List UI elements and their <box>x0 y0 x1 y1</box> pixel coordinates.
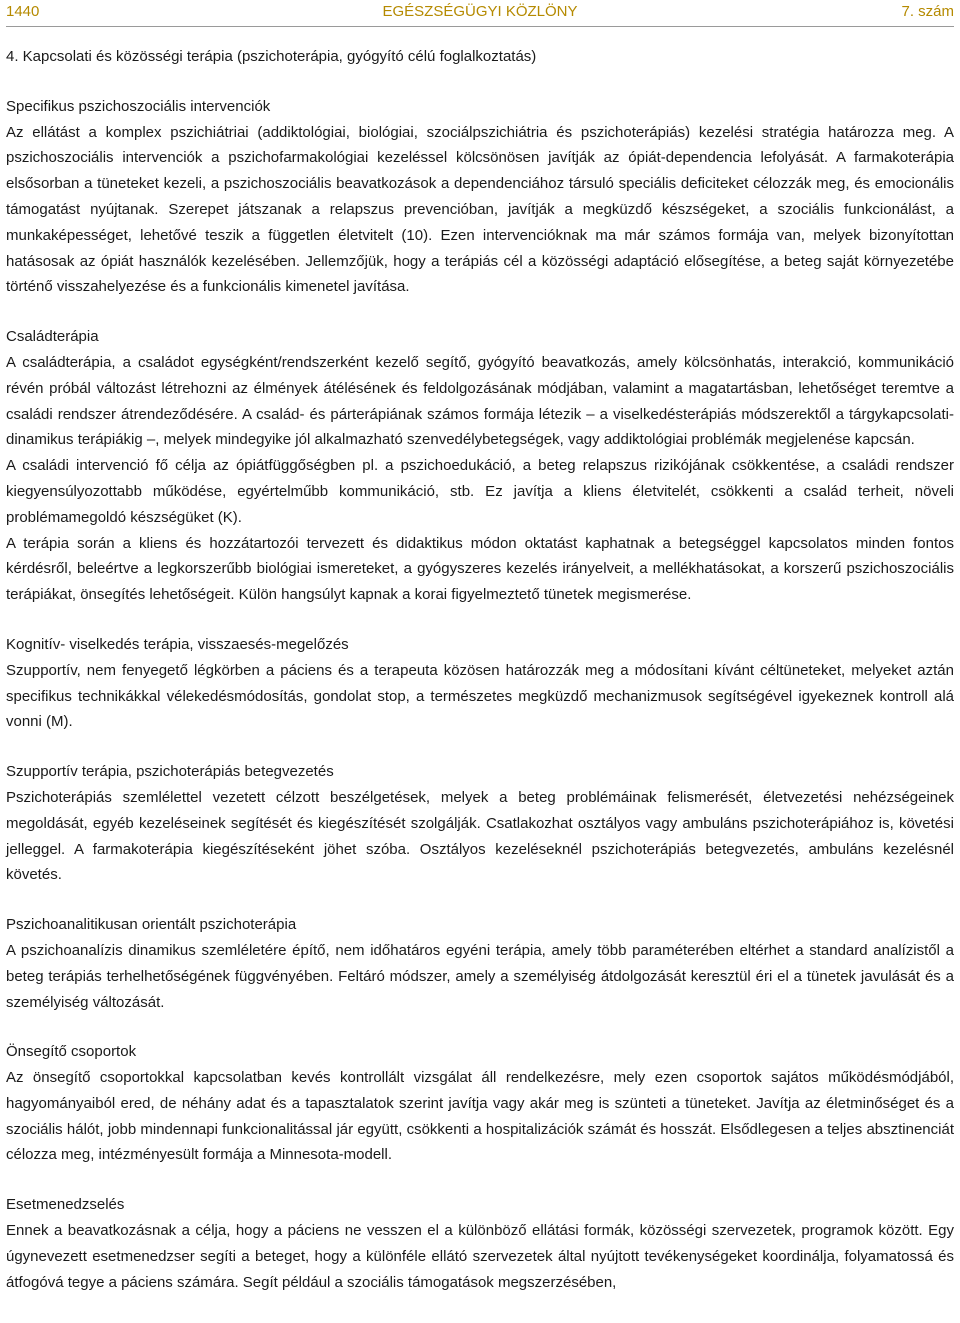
paragraph: A családterápia, a családot egységként/rendszerként kezelő segítő, gyógyító beavatkozás, amely kölcsönhatás, interakció, kommunikáció révén próbál változást létrehozni az élmények átélésének és feldolgozásának módjában, valamint a magatartásban, lehetőséget teremtve a családi rendszer átrendeződésére. A család- és párterápiának számos formája létezik – a viselkedésterápiás módszerektől a tárgykapcsolati-dinamikus terápiákig –, melyek mindegyike jól alkalmazható szenvedélybetegségek, vagy addiktológiai problémák megjelenése kapcsán. <box>6 353 954 449</box>
subsection-psychoanalytic <box>6 912 954 1015</box>
document-body <box>6 44 954 1295</box>
subsection-case-management <box>6 1192 954 1295</box>
paragraph: A családi intervenció fő célja az ópiátfüggőségben pl. a pszichoedukáció, a beteg relapszus rizikójának csökkentése, a családi rendszer kiegyensúlyozottabb működése, egyértelműbb kommunikáció, stb. Ez javítja a kliens életvitelét, csökkenti a család terheit, növeli problémamegoldó készségüket (K). <box>6 457 954 526</box>
paragraph: Az önsegítő csoportokkal kapcsolatban kevés kontrollált vizsgálat áll rendelkezésre, mely ezen csoportok sajátos működésmódjából, hagyományaiból ered, de néhány adat és a tapasztalatok szerint javítja vagy akár meg is szünteti a tüneteket. Javítja az életminőséget és a szociális hálót, jobb mindennapi funkcionalitással jár együtt, csökkenti a hospitalizációk számát és hosszát. Elsődlegesen a teljes absztinenciát célozza meg, intézményesült formája a Minnesota-modell. <box>6 1069 954 1164</box>
paragraph: Az ellátást a komplex pszichiátriai (addiktológiai, biológiai, szociálpszichiátria és pszichoterápiás) kezelési stratégia határozza meg. A pszichoszociális intervenciók a pszichofarmakológiai kezeléssel kölcsönösen javítják az ópiát-dependencia lefolyását. A farmakoterápia elsősorban a tüneteket kezeli, a pszichoszociális beavatkozások a dependenciához társuló speciális deficiteket célozzák meg, és emocionális támogatást nyújtanak. Szerepet játszanak a relapszus prevencióban, javítják a megküzdő készségeket, a szociális funkcionálást, a munkaképességet, lehetővé teszik a független életvitelt (10). Ezen intervencióknak ma már számos formája van, melyek bizonyítottan hatásosak az ópiát használók kezelésében. Jellemzőjük, hogy a terápiás cél a közösségi adaptáció elősegítése, a beteg saját környezetébe történő visszahelyezése és a funkcionális kimenetel javítása. <box>6 123 954 296</box>
section-title: 4. Kapcsolati és közösségi terápia (pszichoterápia, gyógyító célú foglalkoztatás) <box>6 48 537 65</box>
subsection-heading: Specifikus pszichoszociális intervenciók <box>6 97 271 115</box>
page-header <box>6 0 954 27</box>
subsection-heading: Kognitív- viselkedés terápia, visszaesés-megelőzés <box>6 635 349 653</box>
paragraph: Szupportív, nem fenyegető légkörben a páciens és a terapeuta közösen határozzák meg a módosítani kívánt céltüneteket, melyeket aztán specifikus technikákkal vélekedésmódosítás, gondolat stop, a természetes megküzdő mechanizmusok segítségével igyekeznek kontroll alá vonni (M). <box>6 661 954 731</box>
subsection-specific-interventions <box>6 94 954 300</box>
subsection-supportive-therapy <box>6 759 954 888</box>
paragraph: Ennek a beavatkozásnak a célja, hogy a páciens ne vesszen el a különböző ellátási formák, közösségi szervezetek, programok között. Egy úgynevezett esetmenedzser segíti a beteget, hogy a különféle ellátó szervezetek által nyújtott tevékenységeket koordinálja, folyamatossá és átfogóvá tegye a páciens számára. Segít például a szociális támogatások megszerzésében, <box>6 1222 954 1291</box>
subsection-heading: Szupportív terápia, pszichoterápiás betegvezetés <box>6 763 334 781</box>
issue-number: 7. szám <box>901 3 954 20</box>
subsection-cognitive-behavioral <box>6 632 954 735</box>
subsection-family-therapy <box>6 324 954 608</box>
paragraph: Pszichoterápiás szemlélettel vezetett célzott beszélgetések, melyek a beteg problémáinak felismerését, életvezetési nehézségeinek megoldását, egyéb kezeléseinek segítését és kiegészítését szolgálják. Csatlakozhat osztályos vagy ambuláns pszichoterápiához is, követési jelleggel. A farmakoterápia kiegészítéseként jöhet szóba. Osztályos kezeléseknél pszichoterápiás betegvezetés, ambuláns kezelésnél követés. <box>6 788 954 884</box>
subsection-heading: Családterápia <box>6 328 99 346</box>
paragraph: A pszichoanalízis dinamikus szemléletére építő, nem időhatáros egyéni terápia, amely több paraméterében eltérhet a standard analízistől a beteg terápiás terhelhetőségének függvényében. Feltáró módszer, amely a személyiség átdolgozását keresztül éri el a tünetek javulását és a személyiség változását. <box>6 941 954 1011</box>
journal-title: EGÉSZSÉGÜGYI KÖZLÖNY <box>382 3 578 20</box>
subsection-heading: Pszichoanalitikusan orientált pszichoterápia <box>6 916 297 934</box>
subsection-heading: Önsegítő csoportok <box>6 1043 137 1061</box>
page-number: 1440 <box>6 3 40 20</box>
paragraph: A terápia során a kliens és hozzátartozói tervezett és didaktikus módon oktatást kaphatnak a betegséggel kapcsolatos minden fontos kérdésről, beleértve a legkorszerűbb biológiai ismereteket, a gyógyszeres kezelés irányelveit, a mellékhatásokat, a korszerű pszichoszociális terápiákat, önsegítés lehetőségeit. Külön hangsúlyt kapnak a korai figyelmeztető tünetek megismerése. <box>6 534 954 604</box>
subsection-heading: Esetmenedzselés <box>6 1196 125 1214</box>
subsection-self-help-groups <box>6 1039 954 1168</box>
